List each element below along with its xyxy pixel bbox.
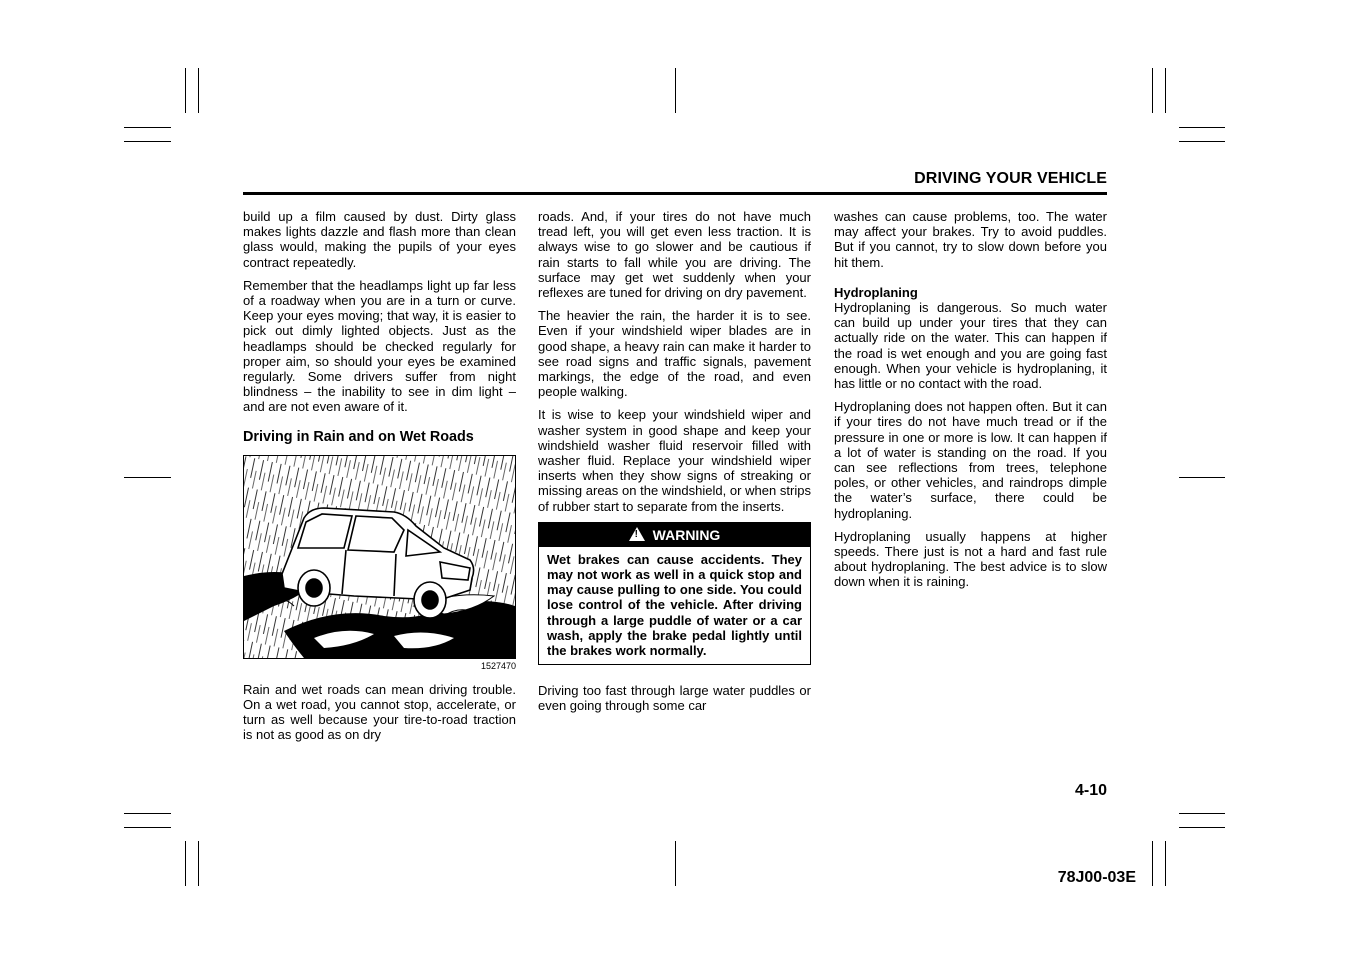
section-heading: Hydroplaning xyxy=(834,284,918,300)
paragraph: Hydroplaning is dangerous. So much water can build up under your tires that they can actually ride on the water. This can happen if the road is wet enough and you are going fast enough. When your vehicle is hydroplaning, it has little or no contact with the road. xyxy=(834,300,1107,392)
paragraph: Hydroplaning does not happen often. But it can if your tires do not have much tread or if the pressure in one or more is low. It can happen if a lot of water is standing on the road. If you can see reflections from trees, telephone poles, or other vehicles, and raindrops dimple the water’s surface, there could be hydroplaning. xyxy=(834,399,1107,521)
document-code: 78J00-03E xyxy=(1057,869,1136,886)
paragraph: Remember that the headlamps light up far less of a roadway when you are in a turn or curve. Keep your eyes moving; that way, it is easier to pick out dimly lighted objects. Just as the headlamps should be checked regularly for proper aim, so should your eyes be examined regularly. Some drivers suffer from night blindness – the inability to see in dim light – and are not even aware of it. xyxy=(243,277,516,415)
warning-box xyxy=(538,522,811,665)
paragraph: build up a film caused by dust. Dirty glass makes lights dazzle and flash more than clean glass would, making the pupils of your eyes contract repeatedly. xyxy=(243,209,516,270)
figure-id: 1527470 xyxy=(480,660,516,671)
column-2 xyxy=(538,209,811,722)
paragraph: The heavier the rain, the harder it is to see. Even if your windshield wiper blades are in good shape, a heavy rain can make it harder to see road signs and traffic signals, pavement markings, the edge of the road, and even people walking. xyxy=(538,308,811,400)
warning-header xyxy=(539,523,810,547)
paragraph: Hydroplaning usually happens at higher speeds. There just is not a hard and fast rule about hydroplaning. The best advice is to slow down when it is raining. xyxy=(834,528,1107,590)
warning-text: Wet brakes can cause accidents. They may not work as well in a quick stop and may cause pulling to one side. You could lose control of the vehicle. After driving through a large puddle of water or a car wash, apply the brake pedal lightly until the brakes work normally. xyxy=(547,551,802,659)
paragraph: Driving too fast through large water puddles or even going through some car xyxy=(538,683,811,714)
page-number: 4-10 xyxy=(1074,782,1107,799)
header-rule xyxy=(243,192,1107,195)
column-3 xyxy=(834,209,1107,598)
section-title: DRIVING YOUR VEHICLE xyxy=(914,170,1107,187)
column-1 xyxy=(243,209,516,751)
paragraph: roads. And, if your tires do not have much tread left, you will get even less traction. It is always wise to go slower and be cautious if rain starts to fall while you are driving. The surface may get wet suddenly when your reflexes are tuned for driving on dry pavement. xyxy=(538,209,811,301)
warning-label: WARNING xyxy=(652,526,721,543)
warning-triangle-icon: ! xyxy=(629,527,645,541)
paragraph: It is wise to keep your windshield wiper and washer system in good shape and keep your windshield washer fluid reservoir filled with washer fluid. Replace your windshield wiper inserts when they show signs of streaking or missing areas on the windshield, or when strips of rubber start to separate from the inserts. xyxy=(538,407,811,514)
section-heading: Driving in Rain and on Wet Roads xyxy=(243,428,474,445)
paragraph: washes can cause problems, too. The water may affect your brakes. Try to avoid puddles. But if you cannot, try to slow down before you hit them. xyxy=(834,209,1107,270)
paragraph: Rain and wet roads can mean driving trouble. On a wet road, you cannot stop, accelerate, or turn as well because your tire-to-road traction is not as good as on dry xyxy=(243,681,516,743)
rain-car-illustration xyxy=(243,455,516,659)
